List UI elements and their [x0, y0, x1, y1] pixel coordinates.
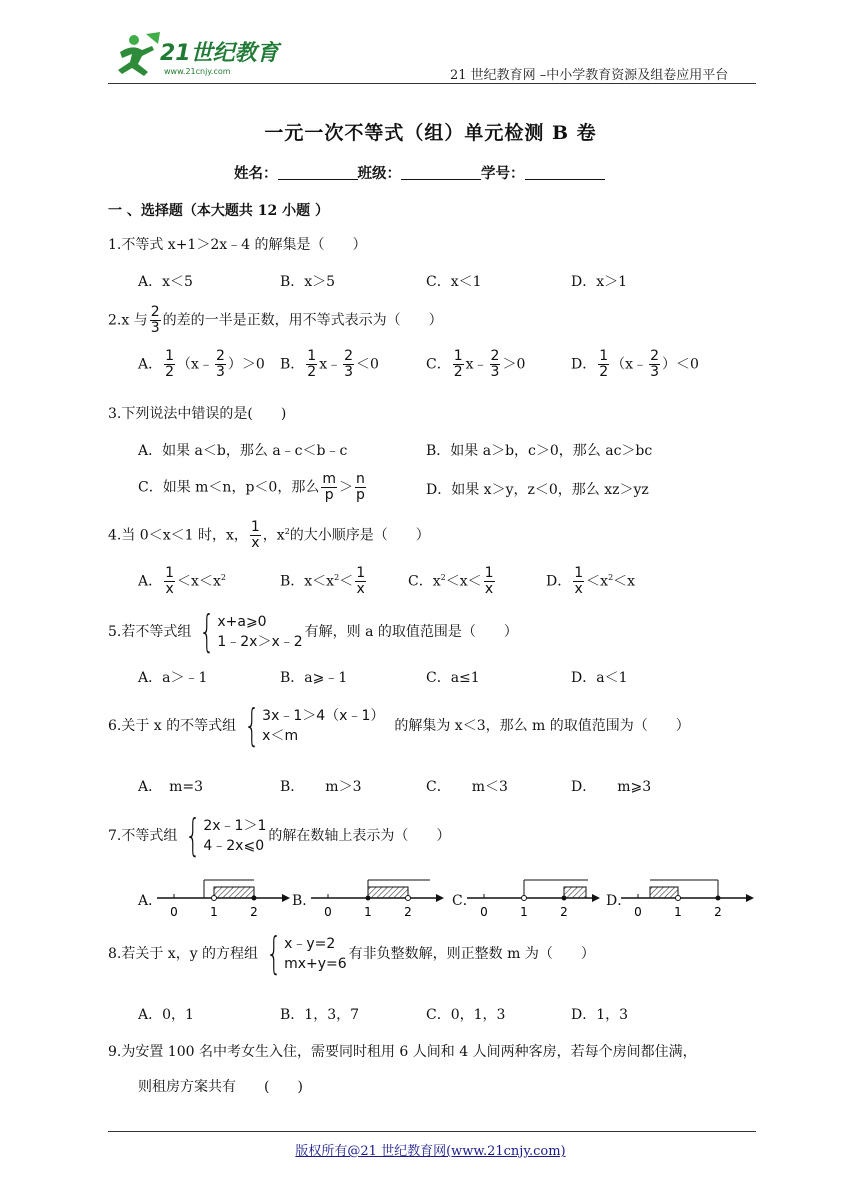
page-title: 一元一次不等式（组）单元检测 B 卷 [264, 122, 597, 144]
name-label: 姓名： [234, 165, 278, 182]
q4-option-b: B．$x<x^2<$ $\frac{1}{x}$ [280, 565, 366, 597]
class-blank[interactable] [401, 165, 481, 180]
q7-number-line-c [462, 872, 602, 922]
tick-label: 1 [674, 905, 682, 919]
tick-label: 0 [634, 905, 642, 919]
tick-label: 1 [364, 905, 372, 919]
q7-number-line-a [152, 872, 292, 922]
question-2: 2.x 与 $\frac{2}{3}$ 的差的一半是正数，用不等式表示为（ ） [108, 304, 443, 336]
q6-option-a: A． m=3 [138, 779, 204, 795]
q2-option-b: B． $\frac{1}{2}$ x﹣ $\frac{2}{3}$ ＜0 [280, 348, 379, 380]
system-brace: { x+a⩾0 1﹣2x＞x﹣2 [199, 606, 303, 657]
question-5: 5.若不等式组 { x+a⩾0 1﹣2x＞x﹣2 有解，则 a 的取值范围是（ ） [108, 606, 518, 657]
system-brace: { x﹣y=2 mx+y=6 [266, 928, 347, 979]
tick-label: 0 [324, 905, 332, 919]
footer-copyright-link[interactable]: 版权所有@21 世纪教育网(www.21cnjy.com) [295, 1144, 566, 1159]
student-info [234, 162, 605, 183]
q7-option-b-label: B． [292, 893, 317, 909]
q6-option-d: D． m⩾3 [571, 779, 652, 795]
site-name: 21 世纪教育网 –中小学教育资源及组卷应用平台 [450, 68, 729, 83]
q1-option-d: D．x＞1 [571, 274, 628, 290]
name-blank[interactable] [278, 165, 358, 180]
id-label: 学号： [481, 165, 525, 182]
tick-label: 1 [210, 905, 218, 919]
q3-option-d: D．如果 x＞y，z＜0，那么 xz＞yz [426, 482, 649, 498]
tick-label: 2 [250, 905, 258, 919]
q5-option-a: A．a＞﹣1 [138, 670, 208, 686]
q8-option-d: D．1，3 [571, 1007, 629, 1023]
q2-option-a: A． $\frac{1}{2}$ （x﹣ $\frac{2}{3}$ ）＞0 [138, 348, 265, 380]
class-label: 班级： [357, 165, 401, 182]
fraction: $\frac{2}{3}$ [150, 304, 160, 336]
q5-option-b: B．a⩾﹣1 [280, 670, 348, 686]
tick-label: 1 [520, 905, 528, 919]
tick-label: 0 [480, 905, 488, 919]
site-logo [108, 30, 288, 82]
q2-option-c: C． $\frac{1}{2}$ x﹣ $\frac{2}{3}$ ＞0 [426, 348, 526, 380]
id-blank[interactable] [525, 165, 605, 180]
q1-option-c: C．x＜1 [426, 274, 482, 290]
runner-icon [118, 32, 160, 76]
svg-text:www.21cnjy.com: www.21cnjy.com [164, 67, 231, 76]
question-1: 1.不等式 x+1＞2x﹣4 的解集是（ ） [108, 237, 367, 253]
question-8: 8.若关于 x，y 的方程组 { x﹣y=2 mx+y=6 有非负整数解，则正整数 m 为（ ） [108, 928, 595, 979]
q7-number-line-b [306, 872, 446, 922]
section-heading: 一 、选择题（本大题共 12 小题 ） [108, 203, 329, 219]
q2-option-d: D． $\frac{1}{2}$ （x﹣ $\frac{2}{3}$ ）＜0 [571, 348, 699, 380]
q7-option-a-label: A． [138, 893, 163, 909]
tick-label: 0 [170, 905, 178, 919]
question-9-line-1: 9.为安置 100 名中考女生入住，需要同时租用 6 人间和 4 人间两种客房，若每个房间都住满， [108, 1044, 697, 1060]
tick-label: 2 [404, 905, 412, 919]
system-brace: { 2x﹣1＞1 4﹣2x⩽0 [185, 810, 267, 861]
q4-option-d: D． $\frac{1}{x}$ $<x^2<x$ [546, 565, 636, 597]
q4-option-a: A． $\frac{1}{x}$ $<x<x^2$ [138, 565, 226, 597]
tick-label: 2 [560, 905, 568, 919]
q7-option-d-label: D． [606, 893, 632, 909]
question-7: 7.不等式组 { 2x﹣1＞1 4﹣2x⩽0 的解在数轴上表示为（ ） [108, 810, 451, 861]
q5-option-d: D．a＜1 [571, 670, 628, 686]
question-4: 4.当 0＜x＜1 时，x， $\frac{1}{x}$ ，$x^2$的大小顺序是（ ） [108, 519, 430, 551]
footer-divider [108, 1131, 756, 1132]
tick-label: 2 [714, 905, 722, 919]
q4-option-c: C．$x^2<x<$ $\frac{1}{x}$ [408, 565, 494, 597]
q6-option-c: C． m＜3 [426, 779, 508, 795]
header-divider [108, 83, 756, 84]
q5-option-c: C．a≤1 [426, 670, 480, 686]
system-brace: { 3x﹣1＞4（x﹣1） x＜m [244, 700, 385, 751]
q7-number-line-d [616, 872, 756, 922]
question-9-line-2: 则租房方案共有 ( ) [138, 1079, 303, 1095]
q8-option-b: B．1，3，7 [280, 1007, 360, 1023]
question-3: 3.下列说法中错误的是( ) [108, 406, 287, 422]
q8-option-a: A．0，1 [138, 1007, 194, 1023]
q3-option-c: C．如果 m＜n，p＜0，那么 $\frac{m}{p}$ ＞ $\frac{n}{p}$ [138, 471, 365, 503]
q8-option-c: C．0，1，3 [426, 1007, 506, 1023]
q3-option-a: A．如果 a＜b，那么 a﹣c＜b﹣c [138, 443, 348, 459]
q7-option-c-label: C． [452, 893, 477, 909]
q1-option-a: A．x＜5 [138, 274, 193, 290]
q1-option-b: B．x＞5 [280, 274, 336, 290]
question-6: 6.关于 x 的不等式组 { 3x﹣1＞4（x﹣1） x＜m 的解集为 x＜3，那么 m 的取值范围为（ ） [108, 700, 690, 751]
svg-text:21世纪教育: 21世纪教育 [160, 41, 279, 66]
q3-option-b: B．如果 a＞b，c＞0，那么 ac＞bc [426, 443, 653, 459]
q6-option-b: B． m＞3 [280, 779, 362, 795]
